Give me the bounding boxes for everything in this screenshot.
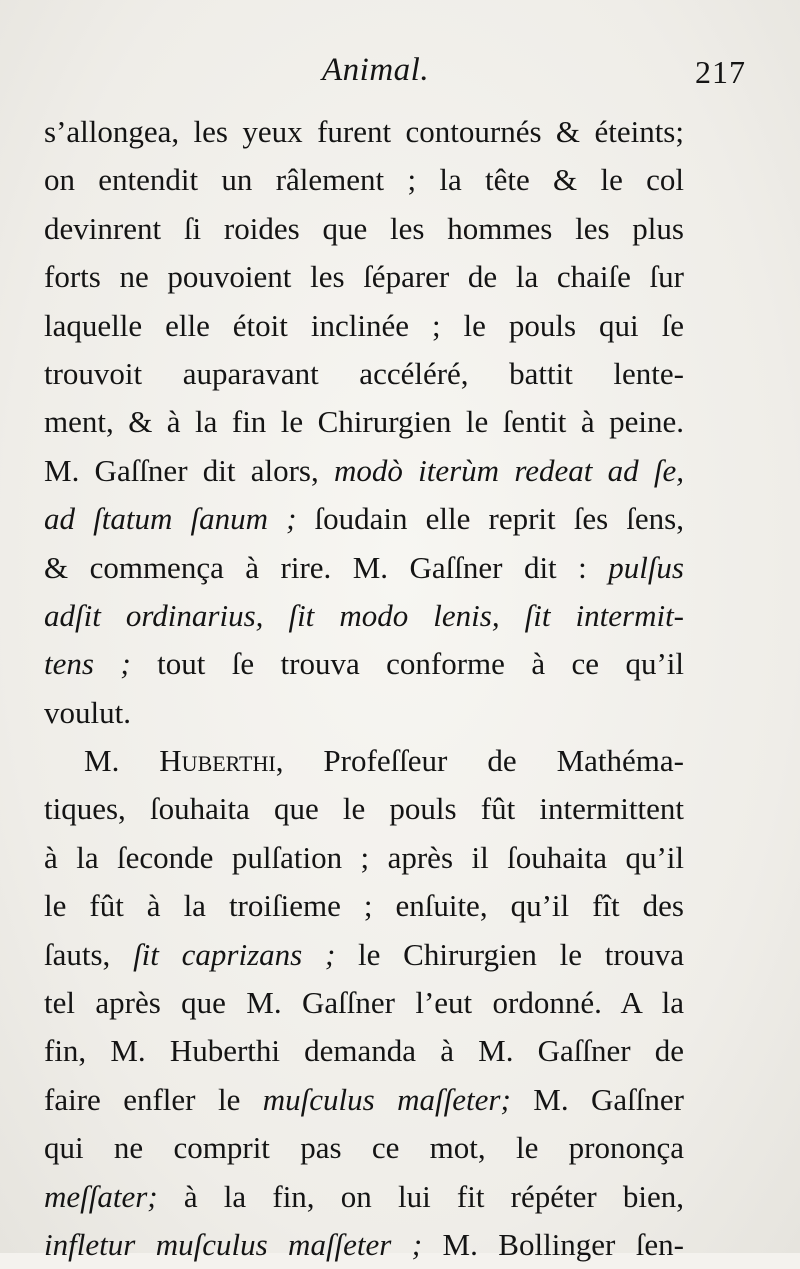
text-line	[44, 398, 684, 446]
text-run: laquelle elle étoit inclinée ; le pouls qui ſe	[44, 307, 684, 343]
text-run: tiques, ſouhaita que le pouls fût intermittent	[44, 791, 684, 827]
italic-text: meſſater;	[44, 1178, 158, 1214]
text-line	[44, 931, 684, 979]
italic-text: muſculus maſſeter;	[262, 1081, 511, 1117]
text-line	[44, 1027, 684, 1075]
text-line	[44, 1221, 684, 1269]
text-line	[44, 1173, 684, 1221]
italic-text: pulſus	[608, 549, 684, 585]
text-line	[44, 882, 684, 930]
text-line	[44, 1076, 684, 1124]
text-line	[44, 592, 684, 640]
text-run: , Profeſſeur de Mathéma-	[275, 743, 684, 779]
text-line	[44, 495, 684, 543]
text-run: ſoudain elle reprit ſes ſens,	[296, 501, 684, 537]
smallcaps-name: Huberthi	[159, 743, 276, 779]
text-line	[44, 108, 684, 156]
text-line	[44, 156, 684, 204]
text-line	[44, 447, 684, 495]
italic-text: tens ;	[44, 646, 131, 682]
text-run: forts ne pouvoient les ſéparer de la chaiſe ſur	[44, 259, 684, 295]
body-text	[44, 108, 684, 1269]
text-run: M.	[84, 743, 160, 779]
text-run: devinrent ſi roides que les hommes les plus	[44, 210, 684, 246]
running-head: Animal.	[322, 52, 430, 88]
italic-text: infletur muſculus maſſeter ;	[44, 1226, 423, 1262]
text-run: s’allongea, les yeux furent contournés & éteints;	[44, 114, 684, 149]
text-run: on entendit un râlement ; la tête & le col	[44, 162, 684, 198]
text-line	[44, 205, 684, 253]
text-run: qui ne comprit pas ce mot, le prononça	[44, 1130, 684, 1166]
text-run: à la fin, on lui fit répéter bien,	[157, 1178, 684, 1214]
text-run: fin, M. Huberthi demanda à M. Gaſſner de	[44, 1033, 684, 1069]
italic-text: modò iterùm redeat ad ſe,	[334, 452, 684, 488]
text-line	[44, 689, 684, 737]
italic-text: adſit ordinarius, ſit modo lenis, ſit intermit-	[44, 597, 684, 633]
italic-text: ſit caprizans ;	[133, 936, 336, 972]
text-line	[44, 253, 684, 301]
text-run: à la ſeconde pulſation ; après il ſouhaita qu’il	[44, 839, 684, 875]
text-line	[44, 737, 684, 785]
text-run: tel après que M. Gaſſner l’eut ordonné. A la	[44, 985, 684, 1021]
text-run: le Chirurgien le trouva	[335, 936, 684, 972]
text-run: M. Gaſſner dit alors,	[44, 452, 334, 488]
text-line	[44, 640, 684, 688]
text-line	[44, 834, 684, 882]
text-run: tout ſe trouva conforme à ce qu’il	[130, 646, 684, 682]
text-line	[44, 785, 684, 833]
text-run: & commença à rire. M. Gaſſner dit :	[44, 549, 609, 585]
text-line	[44, 979, 684, 1027]
text-line	[44, 302, 684, 350]
page-header	[40, 52, 746, 102]
text-run: le fût à la troiſieme ; enſuite, qu’il fît des	[44, 888, 684, 924]
text-line	[44, 1124, 684, 1172]
text-run: M. Gaſſner	[510, 1081, 684, 1117]
italic-text: ad ſtatum ſanum ;	[44, 501, 297, 537]
text-run: faire enfler le	[44, 1081, 263, 1117]
text-run: trouvoit auparavant accéléré, battit lente-	[44, 355, 684, 391]
text-line	[44, 544, 684, 592]
text-run: M. Bollinger ſen-	[422, 1226, 685, 1262]
text-run: voulut.	[44, 694, 131, 730]
text-run: ment, & à la fin le Chirurgien le ſentit à peine.	[44, 404, 684, 440]
page-number: 217	[695, 54, 746, 90]
text-line	[44, 350, 684, 398]
text-run: ſauts,	[44, 936, 134, 972]
